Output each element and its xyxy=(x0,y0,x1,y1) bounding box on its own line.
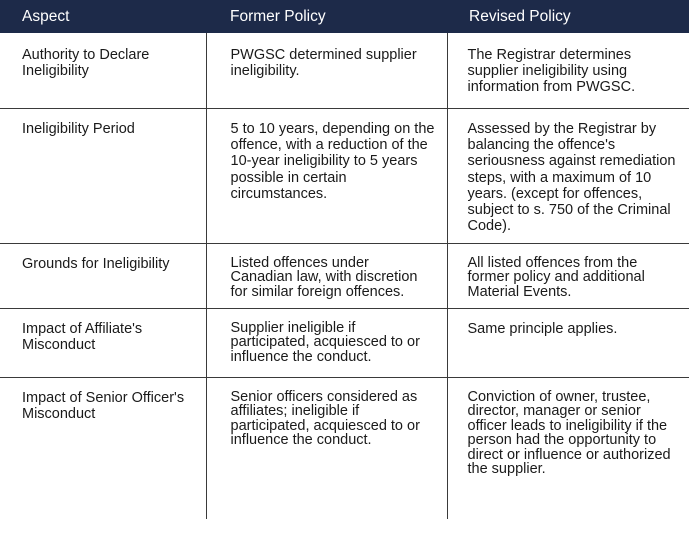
cell-former: Listed offences under Canadian law, with discretion for similar foreign offences. xyxy=(206,243,447,308)
header-revised-policy: Revised Policy xyxy=(447,0,689,33)
table-row xyxy=(0,243,689,308)
table-row xyxy=(0,33,689,109)
cell-former: Senior officers considered as affiliates; ineligible if participated, acquiesced to or influence the conduct. xyxy=(206,377,447,519)
table-row xyxy=(0,109,689,244)
cell-revised: Same principle applies. xyxy=(447,308,689,377)
cell-aspect: Impact of Affiliate's Misconduct xyxy=(0,308,206,377)
header-former-policy: Former Policy xyxy=(206,0,447,33)
cell-aspect: Grounds for Ineligibility xyxy=(0,243,206,308)
cell-former: PWGSC determined supplier ineligibility. xyxy=(206,33,447,109)
cell-revised: Assessed by the Registrar by balancing the offence's seriousness against remediation steps, with a maximum of 10 years. (except for offences, subject to s. 750 of the Criminal Code). xyxy=(447,109,689,244)
cell-revised: Conviction of owner, trustee, director, manager or senior officer leads to ineligibility if the person had the opportunity to direct or influence or authorized the supplier. xyxy=(447,377,689,519)
cell-aspect: Impact of Senior Officer's Misconduct xyxy=(22,389,185,422)
table-header xyxy=(0,0,689,33)
cell-revised: The Registrar determines supplier ineligibility using information from PWGSC. xyxy=(447,33,689,109)
table-row xyxy=(0,377,689,519)
header-row xyxy=(0,0,689,33)
table-row xyxy=(0,308,689,377)
header-aspect: Aspect xyxy=(0,0,206,33)
cell-aspect: Authority to Declare Ineligibility xyxy=(0,33,206,109)
cell-former: 5 to 10 years, depending on the offence, with a reduction of the 10-year ineligibility to 5 years possible in certain circumstances. xyxy=(206,109,447,244)
cell-revised: All listed offences from the former policy and additional Material Events. xyxy=(447,243,689,308)
cell-former: Supplier ineligible if participated, acquiesced to or influence the conduct. xyxy=(206,308,447,377)
table-body xyxy=(0,33,689,519)
cell-aspect: Ineligibility Period xyxy=(0,109,206,244)
